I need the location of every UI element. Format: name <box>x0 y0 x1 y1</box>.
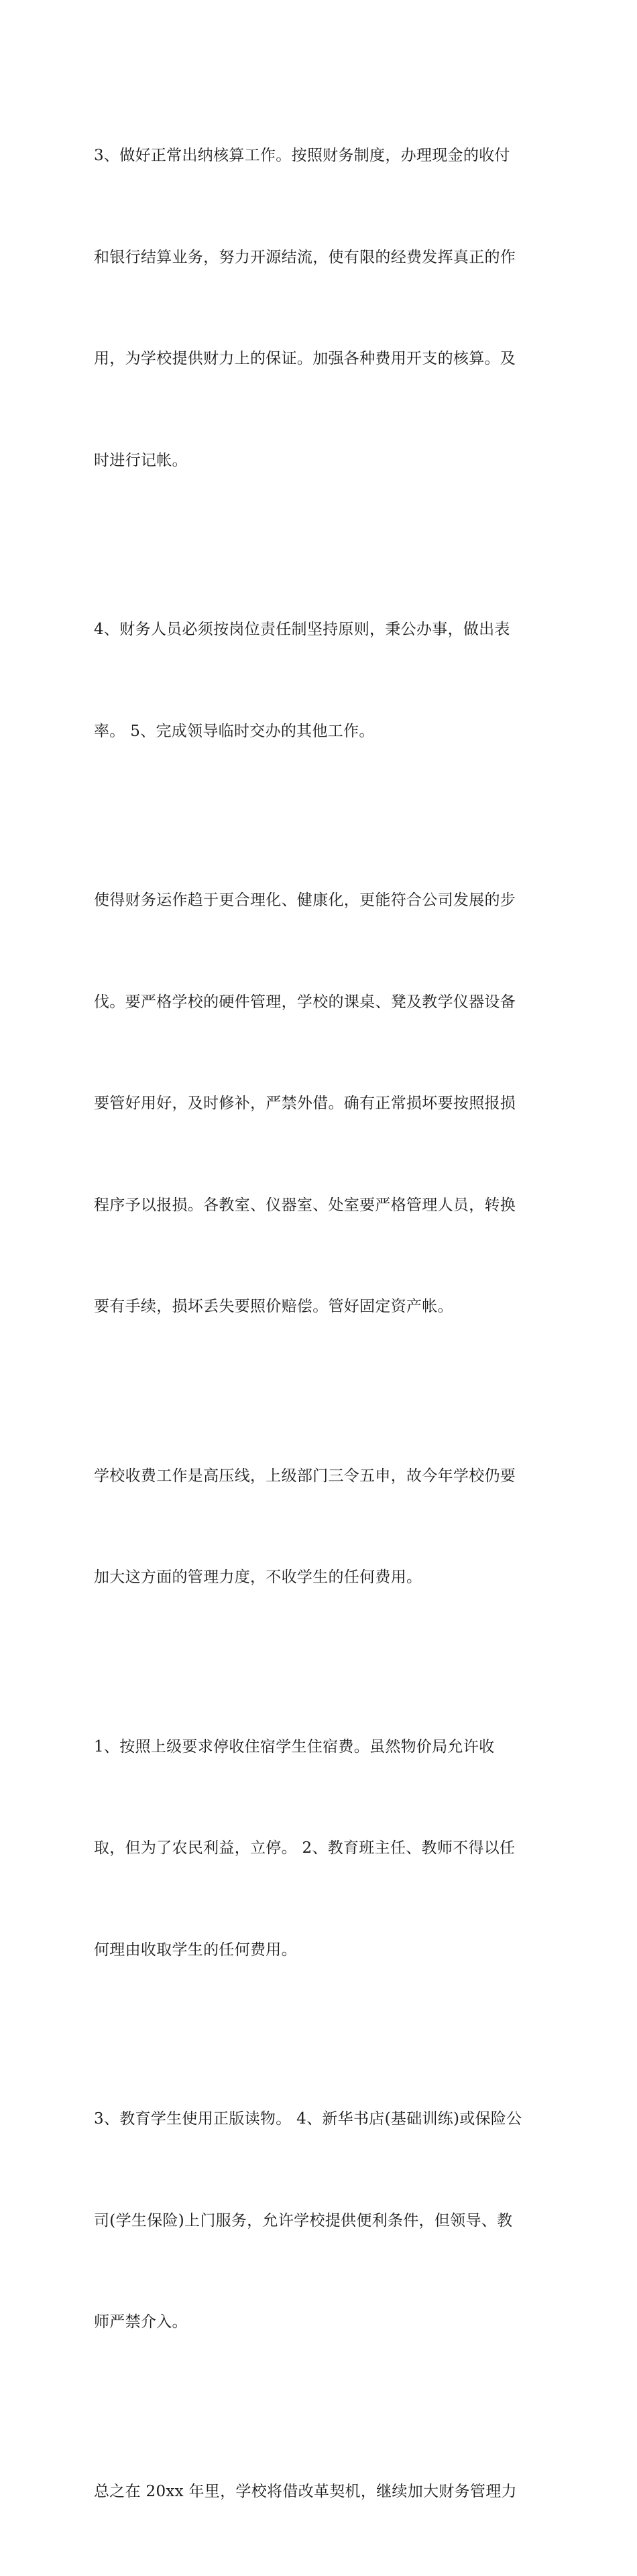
document-page <box>0 0 637 824</box>
document-body <box>94 71 557 2576</box>
paragraph-hardware-management <box>94 816 557 1392</box>
text-line: 要管好用好，及时修补，严禁外借。确有正常损坏要按照报损 <box>94 1087 557 1121</box>
text-line: 程序予以报损。各教室、仪器室、处室要严格管理人员，转换 <box>94 1188 557 1223</box>
text-line: 时进行记帐。 <box>94 444 557 478</box>
text-line: 加大这方面的管理力度，不收学生的任何费用。 <box>94 1560 557 1595</box>
text-line: 和银行结算业务，努力开源结流，使有限的经费发挥真正的作 <box>94 241 557 275</box>
text-line: 使得财务运作趋于更合理化、健康化，更能符合公司发展的步 <box>94 883 557 918</box>
paragraph-boarding-fees <box>94 1662 557 2035</box>
text-line: 3、做好正常出纳核算工作。按照财务制度，办理现金的收付 <box>94 139 557 173</box>
text-line: 何理由收取学生的任何费用。 <box>94 1933 557 1967</box>
paragraph-fee-policy <box>94 1392 557 1662</box>
text-line: 用，为学校提供财力上的保证。加强各种费用开支的核算。及 <box>94 342 557 376</box>
paragraph-conclusion <box>94 2407 557 2576</box>
text-line: 率。 5、完成领导临时交办的其他工作。 <box>94 715 557 749</box>
paragraph-staff-principles <box>94 545 557 816</box>
text-line: 司(学生保险)上门服务，允许学校提供便利条件，但领导、教 <box>94 2204 557 2238</box>
text-line: 4、财务人员必须按岗位责任制坚持原则，秉公办事，做出表 <box>94 613 557 647</box>
paragraph-reading-materials <box>94 2034 557 2407</box>
paragraph-cashier-accounting <box>94 71 557 545</box>
text-line: 要有手续，损坏丢失要照价赔偿。管好固定资产帐。 <box>94 1290 557 1324</box>
text-line: 取，但为了农民利益，立停。 2、教育班主任、教师不得以任 <box>94 1831 557 1865</box>
text-line: 师严禁介入。 <box>94 2305 557 2339</box>
text-line: 学校收费工作是高压线，上级部门三令五申，故今年学校仍要 <box>94 1459 557 1493</box>
text-line: 伐。要严格学校的硬件管理，学校的课桌、凳及教学仪器设备 <box>94 985 557 1020</box>
text-line: 1、按照上级要求停收住宿学生住宿费。虽然物价局允许收 <box>94 1730 557 1764</box>
text-line: 总之在 20xx 年里，学校将借改革契机，继续加大财务管理力 <box>94 2475 557 2509</box>
text-line: 3、教育学生使用正版读物。 4、新华书店(基础训练)或保险公 <box>94 2102 557 2136</box>
